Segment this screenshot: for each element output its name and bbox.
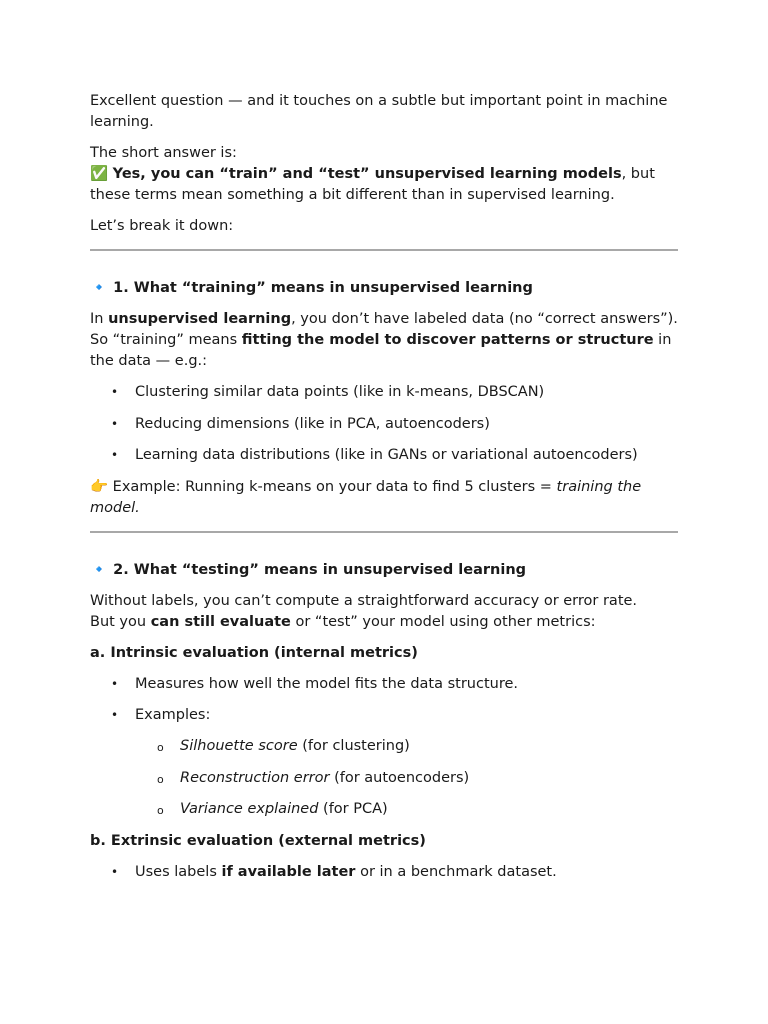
sub-list-item (90, 799, 678, 820)
section2-heading (90, 560, 678, 581)
text-run: Examples: (135, 707, 211, 723)
check-icon: ✅ (90, 166, 109, 182)
text-run: Without labels, you can’t compute a straightforward accuracy or error rate. (90, 592, 638, 609)
short-answer-lead: The short answer is: (90, 145, 237, 161)
diamond-icon: 🔹 (90, 561, 109, 578)
section2-heading-text: 2. What “testing” means in unsupervised learning (113, 561, 527, 578)
section1-list (90, 382, 678, 466)
text-bold: unsupervised learning (108, 311, 292, 327)
text-run: or “test” your model using other metrics: (290, 613, 596, 630)
text-run: in the data — e.g.: (90, 332, 672, 369)
sub-list-item (90, 736, 678, 757)
text-italic: Silhouette score (180, 738, 298, 754)
text-run: Example: Running k-means on your data to find 5 clusters = (108, 478, 557, 495)
list-item: • Clustering similar data points (like in k-means, DBSCAN) (90, 382, 678, 403)
text-run: So “training” means (90, 332, 242, 348)
text-bold: fitting the model to discover patterns or structure (241, 332, 654, 348)
text-run: (for PCA) (318, 801, 388, 817)
text-bold: can still evaluate (150, 613, 291, 630)
text-bold: if available later (221, 863, 356, 880)
text-italic: training the model. (90, 478, 642, 516)
sub-list-item (90, 768, 678, 789)
extrinsic-list (90, 862, 678, 883)
text-italic: Reconstruction error (180, 769, 330, 786)
text-run: or in a benchmark dataset. (355, 863, 557, 880)
text-bold: b. Extrinsic evaluation (external metrics) (90, 832, 426, 849)
divider (90, 249, 678, 251)
short-answer-rest: , but these terms mean something a bit different than in supervised learning. (90, 166, 655, 203)
breakdown-paragraph: Let’s break it down: (90, 218, 234, 234)
section2-paragraph (90, 591, 678, 633)
text-bold: a. Intrinsic evaluation (internal metrics) (90, 644, 418, 661)
section1-example (90, 477, 678, 519)
divider (90, 531, 678, 533)
text-run: (for clustering) (297, 738, 410, 754)
list-item (90, 862, 678, 883)
text-run: , you don’t have labeled data (no “correct answers”). (291, 311, 678, 327)
document (90, 91, 678, 893)
short-answer-paragraph (90, 143, 678, 206)
section1-heading (90, 278, 678, 299)
list-item (90, 705, 678, 820)
list-item: • Measures how well the model fits the data structure. (90, 674, 678, 695)
pointing-hand-icon: 👉 (90, 478, 109, 495)
extrinsic-heading (90, 831, 678, 852)
intrinsic-list (90, 674, 678, 821)
text-italic: Variance explained (180, 801, 319, 817)
list-item: • Reducing dimensions (like in PCA, autoencoders) (90, 414, 678, 435)
text-run: Uses labels (135, 863, 222, 880)
list-item: • Learning data distributions (like in GANs or variational autoencoders) (90, 445, 678, 466)
section1-heading-text: 1. What “training” means in unsupervised learning (113, 280, 533, 296)
short-answer-bold: Yes, you can “train” and “test” unsupervised learning models (112, 166, 622, 182)
section1-paragraph (90, 309, 678, 372)
intrinsic-heading (90, 643, 678, 664)
intro-paragraph: Excellent question — and it touches on a subtle but important point in machine learning. (90, 93, 668, 130)
text-run: But you (90, 613, 151, 630)
text-run: In (90, 311, 109, 327)
text-run: (for autoencoders) (329, 769, 470, 786)
examples-list (90, 736, 678, 820)
diamond-icon: 🔹 (90, 280, 109, 296)
